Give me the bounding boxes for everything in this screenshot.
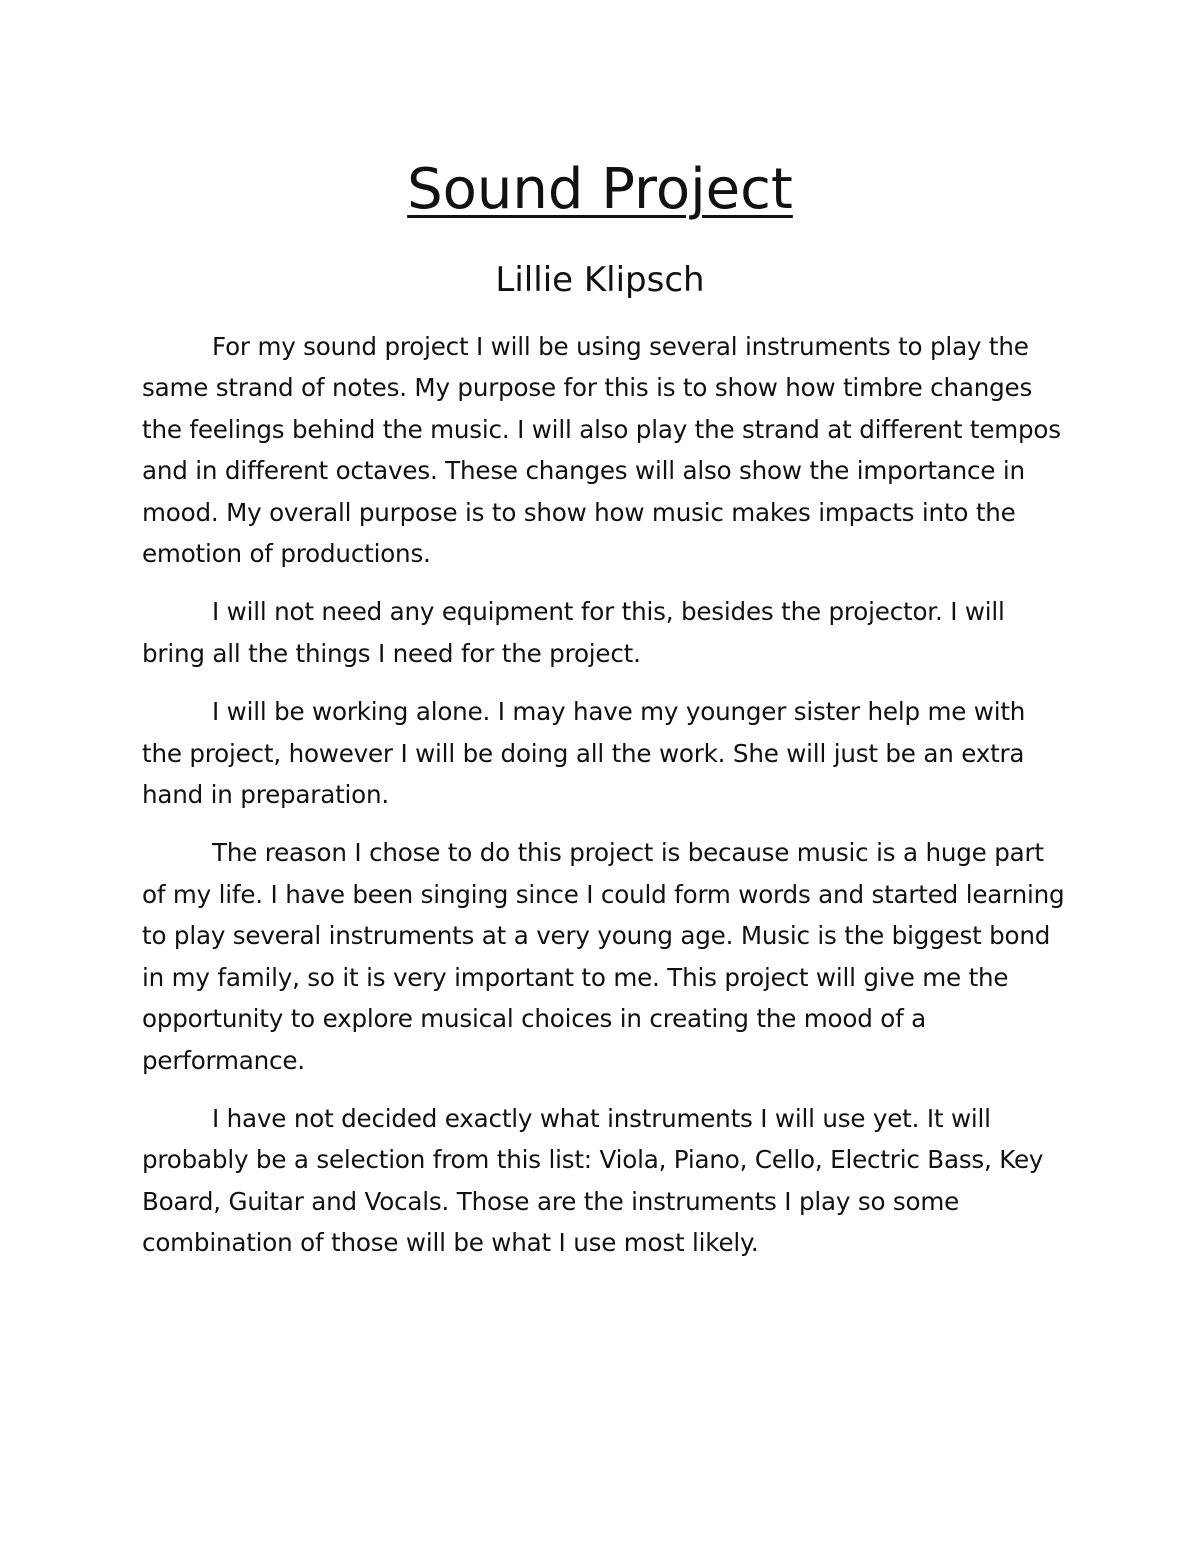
document-body: [142, 326, 1067, 1281]
author-name: Lillie Klipsch: [495, 260, 705, 300]
paragraph-instruments: I have not decided exactly what instruments I will use yet. It will probably be a selection from this list: Viola, Piano, Cello, Electric Bass, Key Board, Guitar and Vocals. Those are the instruments I play so some combination of those will be what I use most likely.: [142, 1103, 1044, 1258]
paragraph-purpose: For my sound project I will be using several instruments to play the same strand of notes. My purpose for this is to show how timbre changes the feelings behind the music. I will also play the strand at different tempos and in different octaves. These changes will also show the importance in mood. My overall purpose is to show how music makes impacts into the emotion of productions.: [142, 332, 1061, 569]
paragraph-collaboration: I will be working alone. I may have my younger sister help me with the project, however I will be doing all the work. She will just be an extra hand in preparation.: [142, 697, 1026, 810]
paragraph-motivation: The reason I chose to do this project is because music is a huge part of my life. I have been singing since I could form words and started learning to play several instruments at a very young age. Music is the biggest bond in my family, so it is very important to me. This project will give me the opportunity to explore musical choices in creating the mood of a performance.: [142, 838, 1065, 1075]
paragraph-equipment: I will not need any equipment for this, besides the projector. I will bring all the things I need for the project.: [142, 597, 1005, 668]
page-title: Sound Project: [407, 157, 793, 222]
